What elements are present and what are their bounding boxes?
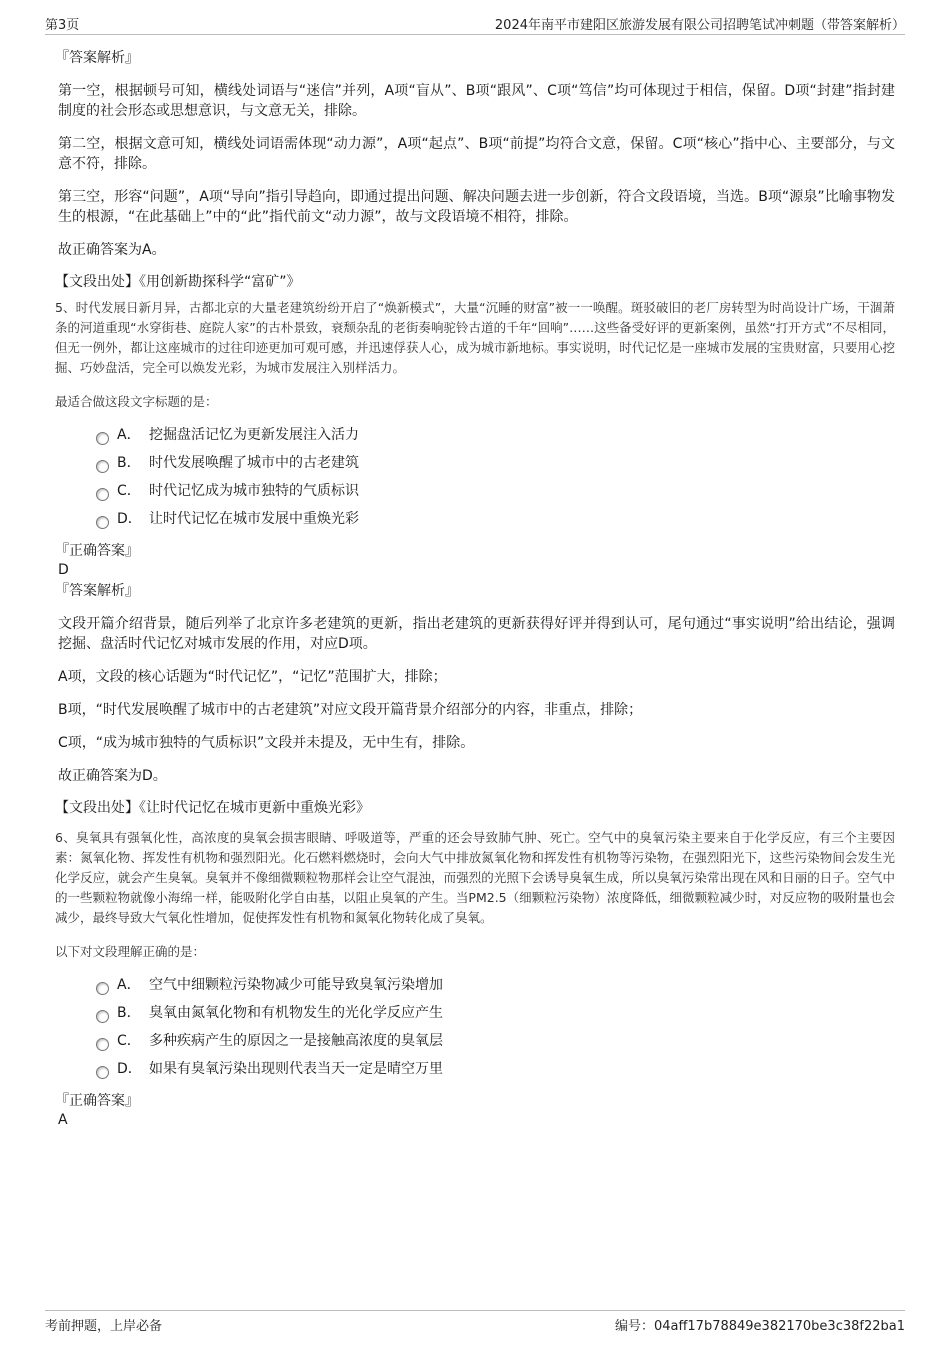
radio-button[interactable] xyxy=(96,1066,109,1079)
question-prompt: 最适合做这段文字标题的是： xyxy=(55,394,218,409)
radio-button[interactable] xyxy=(96,516,109,529)
option-a[interactable] xyxy=(55,975,895,1003)
option-letter: C． xyxy=(117,1033,141,1049)
question-text: 5、时代发展日新月异，古都北京的大量老建筑纷纷开启了“焕新模式”，大量“沉睡的财富”被一一唤醒。斑驳破旧的老厂房转型为时尚设计广场，干涸萧条的河道重现“水穿街巷、庭院人家”的古朴景致，衰颓杂乱的老街奏响驼铃古道的千年“回响”……这些备受好评的更新案例，虽然“打开方式”不尽相同，但无一例外，都让这座城市的过往印迹更加可观可感，并迅速俘获人心，成为城市新地标。事实说明，时代记忆是一座城市发展的宝贵财富，只要用心挖掘、巧妙盘活，完全可以焕发光彩，为城市发展注入别样活力。 xyxy=(55,300,895,375)
analysis-paragraph: 故正确答案为A。 xyxy=(58,242,166,258)
radio-button[interactable] xyxy=(96,982,109,995)
analysis-paragraph: 文段开篇介绍背景，随后列举了北京许多老建筑的更新，指出老建筑的更新获得好评并得到认可，尾句通过“事实说明”给出结论，强调挖掘、盘活时代记忆对城市发展的作用，对应D项。 xyxy=(58,616,895,652)
page-content xyxy=(55,46,895,1129)
option-list xyxy=(55,425,895,537)
radio-button[interactable] xyxy=(96,1038,109,1051)
option-letter: D． xyxy=(117,511,142,527)
document-id: 编号：04aff17b78849e382170be3c38f22ba1 xyxy=(614,1319,905,1334)
option-c[interactable] xyxy=(55,1031,895,1059)
option-d[interactable] xyxy=(55,1059,895,1087)
option-letter: B． xyxy=(117,455,141,471)
option-letter: A． xyxy=(117,427,141,443)
passage-source: 【文段出处】《用创新勘探科学“富矿”》 xyxy=(55,274,301,290)
option-text: 多种疾病产生的原因之一是接触高浓度的臭氧层 xyxy=(149,1033,443,1049)
question-prompt: 以下对文段理解正确的是： xyxy=(55,944,206,959)
analysis-label: 『答案解析』 xyxy=(55,583,139,599)
option-b[interactable] xyxy=(55,1003,895,1031)
analysis-paragraph: 第一空，根据顿号可知，横线处词语与“迷信”并列，A项“盲从”、B项“跟风”、C项“笃信”均可体现过于相信，保留。D项“封建”指封建制度的社会形态或思想意识，与文意无关，排除。 xyxy=(58,83,895,119)
option-letter: C． xyxy=(117,483,141,499)
correct-answer-label: 『正确答案』 xyxy=(55,1093,139,1109)
option-c[interactable] xyxy=(55,481,895,509)
option-text: 挖掘盘活记忆为更新发展注入活力 xyxy=(149,427,359,443)
option-letter: D． xyxy=(117,1061,142,1077)
passage-source: 【文段出处】《让时代记忆在城市更新中重焕光彩》 xyxy=(55,800,370,816)
option-list xyxy=(55,975,895,1087)
option-a[interactable] xyxy=(55,425,895,453)
radio-button[interactable] xyxy=(96,488,109,501)
correct-answer: D xyxy=(58,562,69,578)
radio-button[interactable] xyxy=(96,1010,109,1023)
option-text: 臭氧由氮氧化物和有机物发生的光化学反应产生 xyxy=(149,1005,443,1021)
page-number: 第3页 xyxy=(45,18,80,33)
analysis-paragraph: 第三空，形容“问题”，A项“导向”指引导趋向，即通过提出问题、解决问题去进一步创新，符合文段语境，当选。B项“源泉”比喻事物发生的根源，“在此基础上”中的“此”指代前文“动力源”，故与文段语境不相符，排除。 xyxy=(58,189,895,225)
radio-button[interactable] xyxy=(96,460,109,473)
correct-answer: A xyxy=(58,1112,68,1128)
page-header xyxy=(45,12,905,35)
footer-slogan: 考前押题，上岸必备 xyxy=(45,1319,163,1334)
radio-button[interactable] xyxy=(96,432,109,445)
option-text: 让时代记忆在城市发展中重焕光彩 xyxy=(149,511,359,527)
option-b[interactable] xyxy=(55,453,895,481)
correct-answer-label: 『正确答案』 xyxy=(55,543,139,559)
option-text: 空气中细颗粒污染物减少可能导致臭氧污染增加 xyxy=(149,977,443,993)
analysis-label: 『答案解析』 xyxy=(55,50,139,66)
analysis-paragraph: 第二空，根据文意可知，横线处词语需体现“动力源”，A项“起点”、B项“前提”均符合文意，保留。C项“核心”指中心、主要部分，与文意不符，排除。 xyxy=(58,136,895,172)
analysis-paragraph: B项，“时代发展唤醒了城市中的古老建筑”对应文段开篇背景介绍部分的内容，非重点，排除； xyxy=(58,702,643,718)
option-letter: B． xyxy=(117,1005,141,1021)
option-text: 如果有臭氧污染出现则代表当天一定是晴空万里 xyxy=(149,1061,443,1077)
document-title: 2024年南平市建阳区旅游发展有限公司招聘笔试冲刺题（带答案解析） xyxy=(494,18,905,33)
analysis-paragraph: C项，“成为城市独特的气质标识”文段并未提及，无中生有，排除。 xyxy=(58,735,475,751)
analysis-paragraph: A项，文段的核心话题为“时代记忆”，“记忆”范围扩大，排除； xyxy=(58,669,447,685)
option-text: 时代记忆成为城市独特的气质标识 xyxy=(149,483,359,499)
option-letter: A． xyxy=(117,977,141,993)
page-footer xyxy=(45,1310,905,1335)
option-text: 时代发展唤醒了城市中的古老建筑 xyxy=(149,455,359,471)
option-d[interactable] xyxy=(55,509,895,537)
analysis-paragraph: 故正确答案为D。 xyxy=(58,768,167,784)
question-text: 6、臭氧具有强氧化性，高浓度的臭氧会损害眼睛、呼吸道等，严重的还会导致肺气肿、死亡。空气中的臭氧污染主要来自于化学反应，有三个主要因素：氮氧化物、挥发性有机物和强烈阳光。化石燃料燃烧时，会向大气中排放氮氧化物和挥发性有机物等污染物，在强烈阳光下，这些污染物间会发生光化学反应，就会产生臭氧。臭氧并不像细微颗粒物那样会让空气混浊，而强烈的光照下会诱导臭氧生成，所以臭氧污染常出现在风和日丽的日子。空气中的一些颗粒物就像小海绵一样，能吸附化学自由基，以阻止臭氧的产生。当PM2.5（细颗粒污染物）浓度降低，细微颗粒减少时，对反应物的吸附量也会减少，最终导致大气氧化性增加，促使挥发性有机物和氮氧化物转化成了臭氧。 xyxy=(55,830,895,925)
